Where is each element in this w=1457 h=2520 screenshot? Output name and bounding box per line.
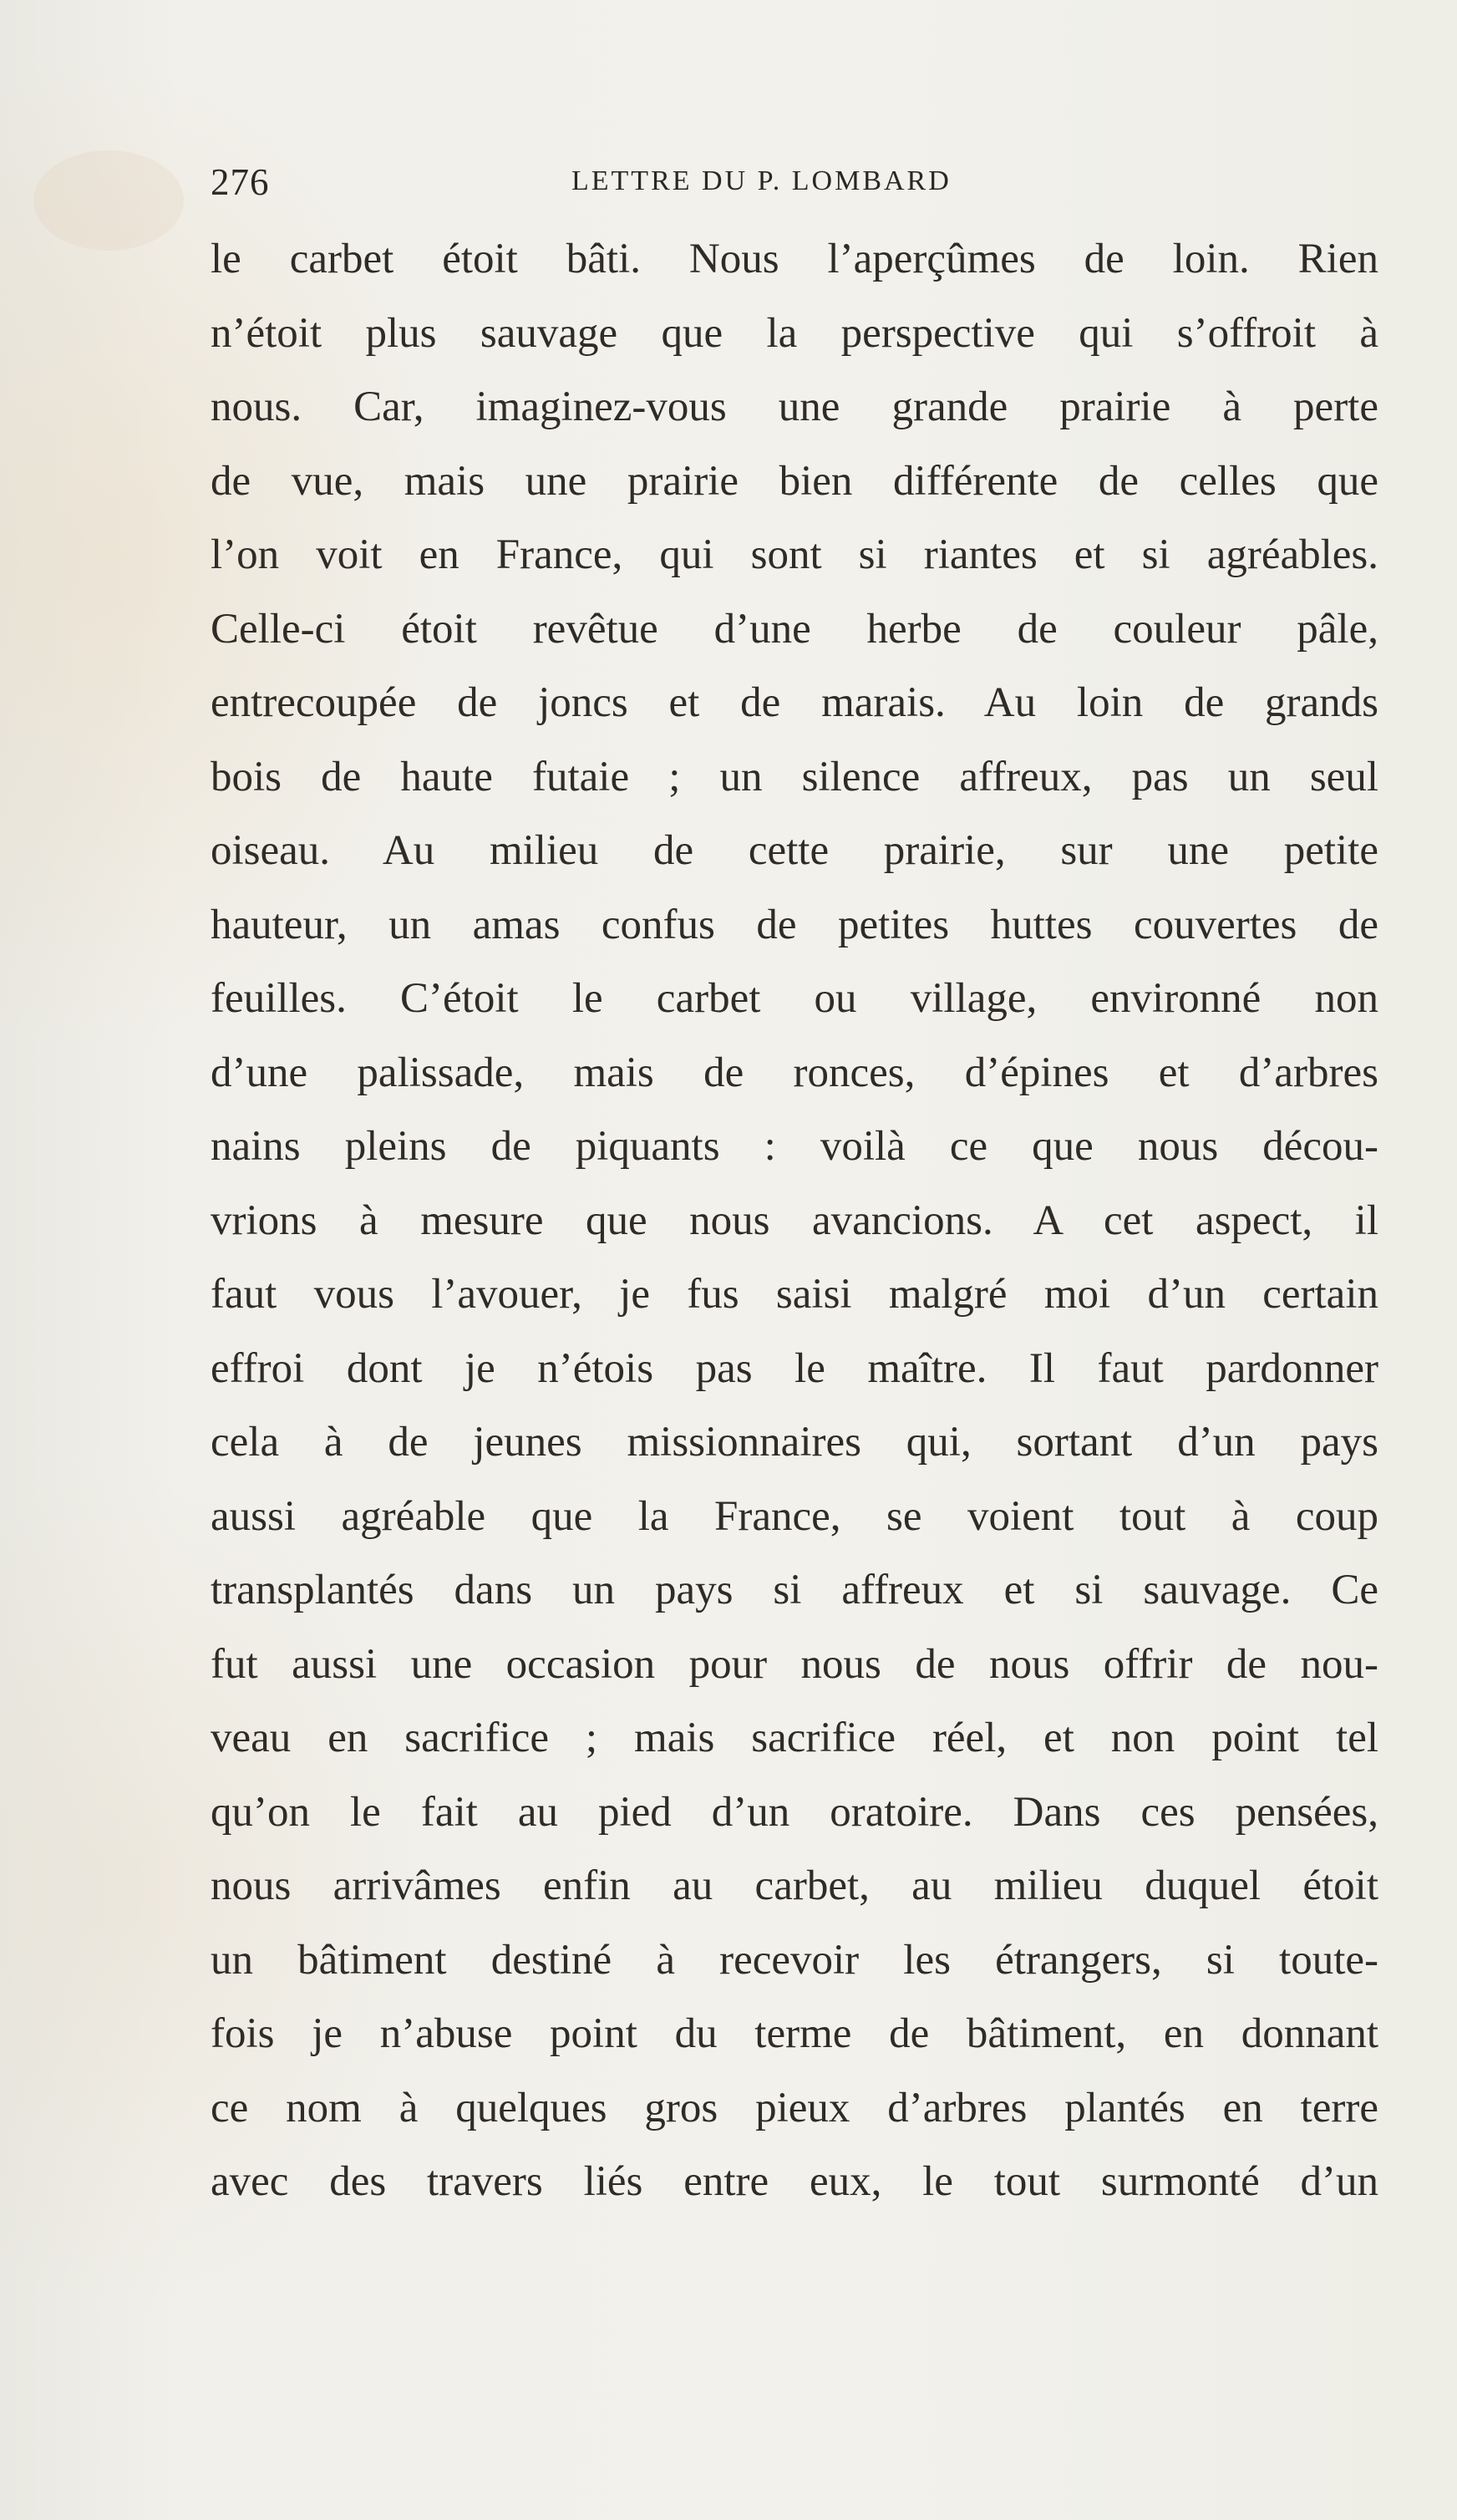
text-line: aussi agréable que la France, se voient tout à coup bbox=[211, 1492, 1378, 1540]
text-line: effroi dont je n’étois pas le maître. Il faut pardonner bbox=[211, 1344, 1378, 1392]
text-line: nous arrivâmes enfin au carbet, au milieu duquel étoit bbox=[211, 1862, 1378, 1909]
text-line: oiseau. Au milieu de cette prairie, sur une petite bbox=[211, 827, 1378, 874]
text-line: ce nom à quelques gros pieux d’arbres plantés en terre bbox=[211, 2084, 1378, 2131]
text-line: le carbet étoit bâti. Nous l’aperçûmes de loin. Rien bbox=[211, 236, 1378, 282]
text-line: cela à de jeunes missionnaires qui, sortant d’un pays bbox=[211, 1419, 1378, 1466]
text-line: avec des travers liés entre eux, le tout surmonté d’un bbox=[211, 2158, 1378, 2205]
text-line: veau en sacrifice ; mais sacrifice réel, et non point tel bbox=[211, 1715, 1378, 1761]
text-line: qu’on le fait au pied d’un oratoire. Dans ces pensées, bbox=[211, 1788, 1378, 1836]
text-line: l’on voit en France, qui sont si riantes et si agréables. bbox=[211, 531, 1378, 578]
text-line: entrecoupée de joncs et de marais. Au loin de grands bbox=[211, 679, 1378, 726]
page-number: 276 bbox=[211, 161, 270, 203]
text-line: bois de haute futaie ; un silence affreux, pas un seul bbox=[211, 753, 1378, 800]
text-line: faut vous l’avouer, je fus saisi malgré moi d’un certain bbox=[211, 1271, 1378, 1318]
text-line: fut aussi une occasion pour nous de nous offrir de nou- bbox=[211, 1640, 1378, 1688]
text-line: vrions à mesure que nous avancions. A cet aspect, il bbox=[211, 1196, 1378, 1244]
body-text bbox=[211, 222, 1378, 2219]
text-line: nains pleins de piquants : voilà ce que nous décou- bbox=[211, 1123, 1378, 1170]
text-line: un bâtiment destiné à recevoir les étrangers, si toute- bbox=[211, 1936, 1378, 1984]
text-line: Celle-ci étoit revêtue d’une herbe de couleur pâle, bbox=[211, 605, 1378, 653]
text-line: n’étoit plus sauvage que la perspective qui s’offroit à bbox=[211, 309, 1378, 357]
text-line: transplantés dans un pays si affreux et si sauvage. Ce bbox=[211, 1567, 1378, 1613]
text-line: nous. Car, imaginez-vous une grande prairie à perte bbox=[211, 384, 1378, 430]
text-line: fois je n’abuse point du terme de bâtiment, en donnant bbox=[211, 2010, 1378, 2057]
text-line: feuilles. C’étoit le carbet ou village, environné non bbox=[211, 975, 1378, 1022]
header-title: LETTRE DU P. LOMBARD bbox=[571, 165, 952, 196]
text-line: de vue, mais une prairie bien différente de celles que bbox=[211, 457, 1378, 505]
paper-stain bbox=[33, 150, 184, 251]
text-line: d’une palissade, mais de ronces, d’épines et d’arbres bbox=[211, 1049, 1378, 1096]
running-head bbox=[211, 160, 1388, 202]
text-line: hauteur, un amas confus de petites huttes couvertes de bbox=[211, 901, 1378, 948]
